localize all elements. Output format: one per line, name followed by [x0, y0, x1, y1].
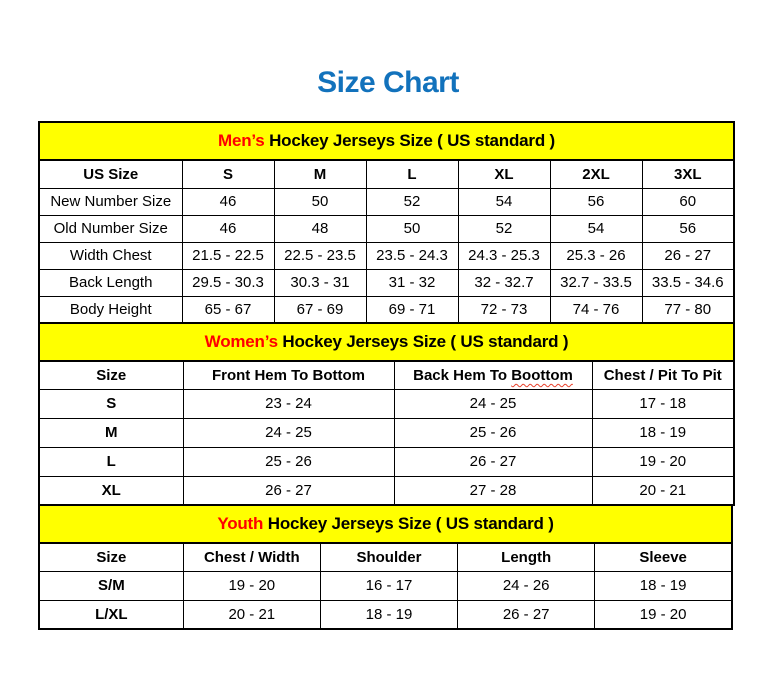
size-cell: 48	[274, 215, 366, 242]
mens-size-table	[38, 121, 735, 324]
size-cell: 46	[182, 215, 274, 242]
table-row	[39, 418, 734, 447]
youth-section-title	[39, 505, 732, 543]
table-row	[39, 188, 734, 215]
table-row	[39, 600, 732, 629]
size-cell: 32 - 32.7	[458, 269, 550, 296]
size-cell: 16 - 17	[320, 571, 457, 600]
youth-header-row	[39, 543, 732, 571]
column-header: L	[366, 160, 458, 188]
size-cell: 19 - 20	[595, 600, 732, 629]
size-cell: 19 - 20	[183, 571, 320, 600]
column-header: S	[182, 160, 274, 188]
size-cell: 25 - 26	[183, 447, 394, 476]
youth-accent-label: Youth	[217, 514, 264, 533]
column-header-text: Back Hem To	[413, 366, 508, 384]
size-cell: 31 - 32	[366, 269, 458, 296]
size-cell: 23.5 - 24.3	[366, 242, 458, 269]
youth-size-table	[38, 504, 733, 630]
womens-band-text: Hockey Jerseys Size ( US standard )	[282, 332, 569, 351]
mens-header-row	[39, 160, 734, 188]
size-cell: 21.5 - 22.5	[182, 242, 274, 269]
size-cell: 27 - 28	[394, 476, 592, 505]
size-cell: 24 - 25	[394, 389, 592, 418]
womens-section-band	[39, 323, 734, 361]
size-cell: 50	[366, 215, 458, 242]
size-cell: 18 - 19	[595, 571, 732, 600]
size-cell: 23 - 24	[183, 389, 394, 418]
size-cell: 26 - 27	[394, 447, 592, 476]
column-header: US Size	[39, 160, 182, 188]
size-cell: 32.7 - 33.5	[550, 269, 642, 296]
column-header: XL	[458, 160, 550, 188]
table-row	[39, 296, 734, 323]
size-cell: 56	[642, 215, 734, 242]
row-label: L	[39, 447, 183, 476]
column-header: 2XL	[550, 160, 642, 188]
mens-section-title	[39, 122, 734, 160]
size-cell: 56	[550, 188, 642, 215]
size-cell: 33.5 - 34.6	[642, 269, 734, 296]
size-cell: 26 - 27	[183, 476, 394, 505]
column-header: Chest / Pit To Pit	[592, 361, 734, 389]
size-cell: 52	[458, 215, 550, 242]
size-cell: 50	[274, 188, 366, 215]
size-cell: 72 - 73	[458, 296, 550, 323]
row-label: Back Length	[39, 269, 182, 296]
size-cell: 17 - 18	[592, 389, 734, 418]
row-label: S	[39, 389, 183, 418]
size-cell: 24 - 26	[458, 571, 595, 600]
size-cell: 20 - 21	[592, 476, 734, 505]
size-cell: 22.5 - 23.5	[274, 242, 366, 269]
mens-band-text: Hockey Jerseys Size ( US standard )	[269, 131, 556, 150]
row-label: S/M	[39, 571, 183, 600]
mens-accent-label: Men’s	[218, 131, 265, 150]
row-label: M	[39, 418, 183, 447]
size-cell: 52	[366, 188, 458, 215]
youth-band-text: Hockey Jerseys Size ( US standard )	[267, 514, 554, 533]
size-cell: 24.3 - 25.3	[458, 242, 550, 269]
column-header: 3XL	[642, 160, 734, 188]
column-header: M	[274, 160, 366, 188]
row-label: XL	[39, 476, 183, 505]
mens-section-band	[39, 122, 734, 160]
size-cell: 46	[182, 188, 274, 215]
misspelled-word: Boottom	[511, 366, 573, 384]
column-header: Length	[458, 543, 595, 571]
size-cell: 54	[458, 188, 550, 215]
row-label: Body Height	[39, 296, 182, 323]
size-cell: 20 - 21	[183, 600, 320, 629]
size-cell: 18 - 19	[592, 418, 734, 447]
row-label: Old Number Size	[39, 215, 182, 242]
size-cell: 69 - 71	[366, 296, 458, 323]
table-row	[39, 242, 734, 269]
table-row	[39, 476, 734, 505]
youth-section-band	[39, 505, 732, 543]
row-label: Width Chest	[39, 242, 182, 269]
column-header	[394, 361, 592, 389]
size-cell: 19 - 20	[592, 447, 734, 476]
page-title: Size Chart	[317, 66, 459, 99]
column-header: Sleeve	[595, 543, 732, 571]
table-row	[39, 269, 734, 296]
womens-size-table	[38, 322, 735, 506]
row-label: New Number Size	[39, 188, 182, 215]
size-cell: 26 - 27	[642, 242, 734, 269]
womens-section-title	[39, 323, 734, 361]
size-chart	[38, 121, 733, 630]
row-label: L/XL	[39, 600, 183, 629]
table-row	[39, 215, 734, 242]
size-cell: 25.3 - 26	[550, 242, 642, 269]
column-header: Shoulder	[320, 543, 457, 571]
size-cell: 24 - 25	[183, 418, 394, 447]
size-cell: 30.3 - 31	[274, 269, 366, 296]
size-cell: 77 - 80	[642, 296, 734, 323]
size-cell: 26 - 27	[458, 600, 595, 629]
size-cell: 25 - 26	[394, 418, 592, 447]
size-cell: 65 - 67	[182, 296, 274, 323]
table-row	[39, 447, 734, 476]
column-header: Size	[39, 361, 183, 389]
column-header: Size	[39, 543, 183, 571]
womens-accent-label: Women’s	[204, 332, 278, 351]
table-row	[39, 389, 734, 418]
column-header: Chest / Width	[183, 543, 320, 571]
size-cell: 67 - 69	[274, 296, 366, 323]
size-cell: 60	[642, 188, 734, 215]
womens-header-row	[39, 361, 734, 389]
column-header: Front Hem To Bottom	[183, 361, 394, 389]
size-cell: 29.5 - 30.3	[182, 269, 274, 296]
size-cell: 18 - 19	[320, 600, 457, 629]
table-row	[39, 571, 732, 600]
size-cell: 74 - 76	[550, 296, 642, 323]
size-cell: 54	[550, 215, 642, 242]
